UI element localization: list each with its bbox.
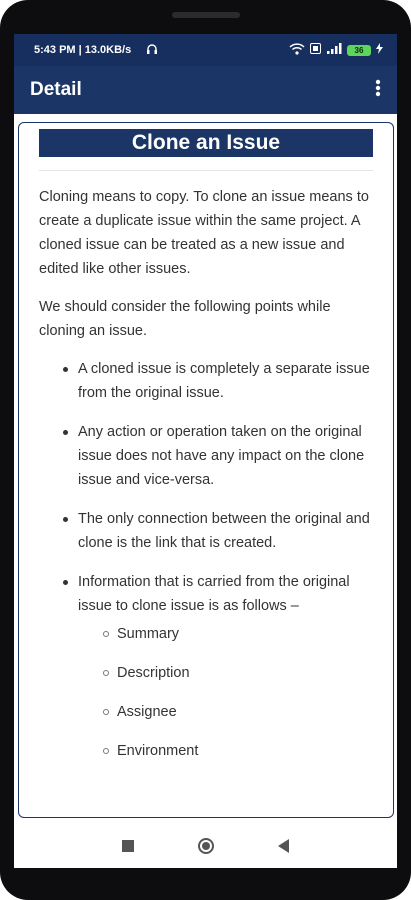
bullet-icon xyxy=(63,430,68,435)
wifi-icon xyxy=(289,43,305,58)
headset-icon xyxy=(146,43,158,58)
list-item xyxy=(78,357,373,405)
bullet-icon xyxy=(63,367,68,372)
sub-list xyxy=(78,622,373,763)
bullet-icon xyxy=(63,580,68,585)
list-item xyxy=(78,420,373,492)
battery-icon: 36 xyxy=(347,45,371,56)
sub-list-item xyxy=(117,739,373,763)
back-icon[interactable] xyxy=(278,839,289,853)
list-item-text: A cloned issue is completely a separate issue from the original issue. xyxy=(78,361,370,401)
list-item xyxy=(78,507,373,555)
circle-bullet-icon xyxy=(103,748,109,754)
list-item-text: The only connection between the original and clone is the link that is created. xyxy=(78,511,370,551)
intro-paragraph: Cloning means to copy. To clone an issue means to create a duplicate issue within the same project. A cloned issue can be treated as a new issue and edited like other issues. xyxy=(39,189,369,277)
app-bar-title: Detail xyxy=(30,79,82,100)
sub-list-item-text: Description xyxy=(117,665,190,681)
sub-list-item xyxy=(117,700,373,724)
page-title: Clone an Issue xyxy=(39,129,373,157)
system-nav-bar xyxy=(14,824,397,868)
sub-list-item-text: Environment xyxy=(117,743,199,759)
status-icons xyxy=(289,43,383,58)
sub-list-item xyxy=(117,622,373,646)
sub-list-item-text: Summary xyxy=(117,626,180,642)
screen xyxy=(14,34,397,868)
sub-list-item xyxy=(117,661,373,685)
points-paragraph: We should consider the following points while cloning an issue. xyxy=(39,299,331,339)
title-divider xyxy=(39,170,373,171)
status-time: 5:43 PM | 13.0KB/s xyxy=(34,44,132,56)
bullet-icon xyxy=(63,517,68,522)
volte-icon xyxy=(310,43,321,57)
article-card xyxy=(18,122,394,818)
list-item-text: Any action or operation taken on the original issue does not have any impact on the clone issue and vice-versa. xyxy=(78,424,365,488)
speaker-grille xyxy=(172,12,240,18)
bolt-icon xyxy=(376,43,383,57)
status-bar xyxy=(14,34,397,66)
bullet-list xyxy=(39,357,373,763)
article-content xyxy=(39,185,373,778)
circle-bullet-icon xyxy=(103,709,109,715)
more-vert-icon[interactable] xyxy=(369,75,387,105)
signal-icon xyxy=(326,43,342,58)
sub-list-item-text: Assignee xyxy=(117,704,177,720)
list-item xyxy=(78,570,373,763)
app-bar xyxy=(14,66,397,114)
circle-bullet-icon xyxy=(103,631,109,637)
circle-bullet-icon xyxy=(103,670,109,676)
recents-icon[interactable] xyxy=(122,840,134,852)
list-item-text: Information that is carried from the original issue to clone issue is as follows – xyxy=(78,574,350,614)
home-icon[interactable] xyxy=(198,838,214,854)
